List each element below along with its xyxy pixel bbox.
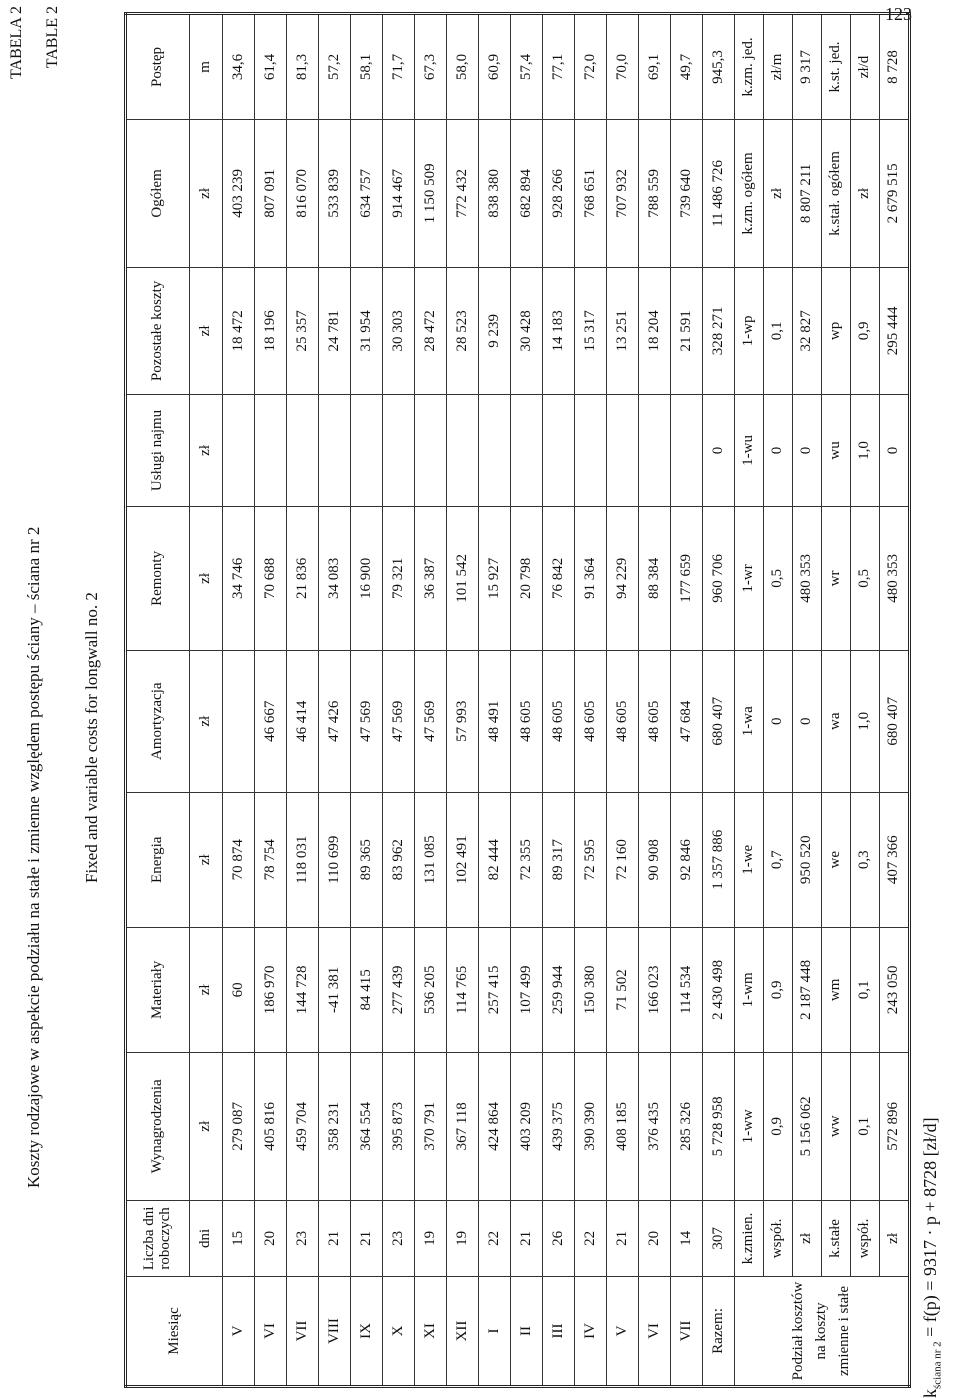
table-cell: 47 426 — [319, 650, 351, 792]
split-row-label: k.zmien. — [735, 1200, 764, 1276]
table-cell: VII — [671, 1277, 703, 1387]
table-cell: 807 091 — [255, 119, 287, 267]
split-cell: wp — [822, 267, 851, 394]
unit-cell: zł — [190, 506, 223, 650]
table-cell: 23 — [383, 1200, 415, 1276]
split-row — [793, 14, 822, 1387]
table-cell: 67,3 — [415, 14, 447, 120]
table-cell — [287, 394, 319, 506]
table-cell: 82 444 — [479, 792, 511, 927]
total-cell: 2 430 498 — [703, 927, 735, 1052]
split-cell: 9 317 — [793, 14, 822, 120]
total-cell: 0 — [703, 394, 735, 506]
header-cell: Ogółem — [126, 119, 190, 267]
split-cell: 1,0 — [851, 650, 880, 792]
split-cell: 0,7 — [764, 792, 793, 927]
table-cell: 48 605 — [543, 650, 575, 792]
split-body — [703, 14, 910, 1387]
table-cell: 101 542 — [447, 506, 479, 650]
total-cell: 945,3 — [703, 14, 735, 120]
split-cell: zł/d — [851, 14, 880, 120]
table-cell: 28 472 — [415, 267, 447, 394]
split-row-label: k.stałe — [822, 1200, 851, 1276]
table-cell — [383, 394, 415, 506]
split-cell: 680 407 — [880, 650, 910, 792]
table-cell: 370 791 — [415, 1052, 447, 1200]
table-cell: 682 894 — [511, 119, 543, 267]
table-cell: 91 364 — [575, 506, 607, 650]
table-label-en: TABLE 2 — [44, 6, 61, 69]
table-cell: 536 205 — [415, 927, 447, 1052]
table-cell: X — [383, 1277, 415, 1387]
split-cell: 0 — [764, 650, 793, 792]
split-cell: 243 050 — [880, 927, 910, 1052]
table-cell: 79 321 — [383, 506, 415, 650]
table-row — [319, 14, 351, 1387]
unit-cell: zł — [190, 792, 223, 927]
split-row — [822, 14, 851, 1387]
split-cell: 0 — [880, 394, 910, 506]
table-cell: XII — [447, 1277, 479, 1387]
split-cell: 0,5 — [764, 506, 793, 650]
table-cell: 14 183 — [543, 267, 575, 394]
split-cell: 1-wu — [735, 394, 764, 506]
split-group-label: Podział kosztów na koszty zmienne i stałe — [735, 1277, 910, 1387]
table-cell: 15 317 — [575, 267, 607, 394]
table-cell: 24 781 — [319, 267, 351, 394]
unit-row — [190, 14, 223, 1387]
table-title-pl: Koszty rodzajowe w aspekcie podziału na stałe i zmienne względem postępu ściany – ściana nr 2 — [24, 526, 43, 1188]
table-cell: 21 — [351, 1200, 383, 1276]
split-cell: 32 827 — [793, 267, 822, 394]
table-cell: 772 432 — [447, 119, 479, 267]
table-cell: 21 836 — [287, 506, 319, 650]
total-row — [703, 14, 735, 1387]
total-cell: 5 728 958 — [703, 1052, 735, 1200]
table-cell: VII — [287, 1277, 319, 1387]
total-cell: 960 706 — [703, 506, 735, 650]
split-cell: 0,1 — [851, 927, 880, 1052]
split-cell: wu — [822, 394, 851, 506]
table-cell: 9 239 — [479, 267, 511, 394]
table-cell: 114 765 — [447, 927, 479, 1052]
table-title-en: Fixed and variable costs for longwall no. 2 — [82, 592, 101, 883]
table-cell: 88 384 — [639, 506, 671, 650]
table-cell — [671, 394, 703, 506]
table-cell: 114 534 — [671, 927, 703, 1052]
table-cell: 19 — [415, 1200, 447, 1276]
unit-cell: zł — [190, 394, 223, 506]
table-cell: 77,1 — [543, 14, 575, 120]
table-cell: 150 380 — [575, 927, 607, 1052]
table-cell: 358 231 — [319, 1052, 351, 1200]
unit-cell: zł — [190, 1052, 223, 1200]
split-cell: ww — [822, 1052, 851, 1200]
split-cell: 2 187 448 — [793, 927, 822, 1052]
table-cell: 20 — [255, 1200, 287, 1276]
table-cell: 47 684 — [671, 650, 703, 792]
split-cell: 0,9 — [764, 1052, 793, 1200]
total-cell: 680 407 — [703, 650, 735, 792]
split-cell: 2 679 515 — [880, 119, 910, 267]
table-cell: 459 704 — [287, 1052, 319, 1200]
table-cell: 395 873 — [383, 1052, 415, 1200]
unit-cell: zł — [190, 119, 223, 267]
split-cell: we — [822, 792, 851, 927]
table-row — [511, 14, 543, 1387]
table-cell: 838 380 — [479, 119, 511, 267]
table-row — [671, 14, 703, 1387]
table-cell: 15 — [223, 1200, 255, 1276]
unit-cell: zł — [190, 650, 223, 792]
split-cell: 1-we — [735, 792, 764, 927]
table-cell: 49,7 — [671, 14, 703, 120]
table-cell: 61,4 — [255, 14, 287, 120]
table-cell: 76 842 — [543, 506, 575, 650]
table-cell — [255, 394, 287, 506]
table-cell: 34,6 — [223, 14, 255, 120]
table-cell: 69,1 — [639, 14, 671, 120]
table-row — [415, 14, 447, 1387]
split-cell: k.zm. jed. — [735, 14, 764, 120]
split-row-label: zł — [880, 1200, 910, 1276]
table-cell — [415, 394, 447, 506]
table-cell: 13 251 — [607, 267, 639, 394]
table-cell: 70 874 — [223, 792, 255, 927]
table-cell: 26 — [543, 1200, 575, 1276]
table-cell: 403 239 — [223, 119, 255, 267]
table-row — [575, 14, 607, 1387]
header-cell: Postęp — [126, 14, 190, 120]
table-cell: 739 640 — [671, 119, 703, 267]
table-body — [223, 14, 703, 1387]
table-cell: 48 605 — [639, 650, 671, 792]
table-cell: 364 554 — [351, 1052, 383, 1200]
header-cell: Amortyzacja — [126, 650, 190, 792]
split-cell: 0,9 — [764, 927, 793, 1052]
split-row — [880, 14, 910, 1387]
table-cell: 107 499 — [511, 927, 543, 1052]
table-row — [287, 14, 319, 1387]
table-cell: 14 — [671, 1200, 703, 1276]
table-cell: 405 816 — [255, 1052, 287, 1200]
split-cell: 0 — [793, 650, 822, 792]
table-cell: 36 387 — [415, 506, 447, 650]
table-cell — [319, 394, 351, 506]
table-cell: 424 864 — [479, 1052, 511, 1200]
table-cell: 186 970 — [255, 927, 287, 1052]
table-cell: 367 118 — [447, 1052, 479, 1200]
table-cell: 70,0 — [607, 14, 639, 120]
table-cell — [479, 394, 511, 506]
table-cell: 83 962 — [383, 792, 415, 927]
table-cell: 144 728 — [287, 927, 319, 1052]
table-cell: 439 375 — [543, 1052, 575, 1200]
table-cell: 19 — [447, 1200, 479, 1276]
table-row — [255, 14, 287, 1387]
header-cell: Remonty — [126, 506, 190, 650]
split-row — [735, 14, 764, 1387]
split-cell: 480 353 — [793, 506, 822, 650]
split-row — [851, 14, 880, 1387]
table-cell: 390 390 — [575, 1052, 607, 1200]
total-cell: Razem: — [703, 1277, 735, 1387]
split-cell: k.zm. ogółem — [735, 119, 764, 267]
split-cell: zł — [764, 119, 793, 267]
header-row — [126, 14, 190, 1387]
table-cell: 118 031 — [287, 792, 319, 927]
table-cell: 23 — [287, 1200, 319, 1276]
table-cell: 94 229 — [607, 506, 639, 650]
table-cell: 48 491 — [479, 650, 511, 792]
table-cell: 30 428 — [511, 267, 543, 394]
split-cell: k.stał. ogółem — [822, 119, 851, 267]
table-row — [447, 14, 479, 1387]
table-cell — [447, 394, 479, 506]
table-cell: 634 757 — [351, 119, 383, 267]
table-cell: 18 472 — [223, 267, 255, 394]
table-cell: II — [511, 1277, 543, 1387]
total-cell: 11 486 726 — [703, 119, 735, 267]
table-cell: 57,2 — [319, 14, 351, 120]
table-row — [223, 14, 255, 1387]
table-cell — [223, 650, 255, 792]
table-cell: 408 185 — [607, 1052, 639, 1200]
table-cell: -41 381 — [319, 927, 351, 1052]
table-cell: 131 085 — [415, 792, 447, 927]
table-cell: 257 415 — [479, 927, 511, 1052]
table-cell — [607, 394, 639, 506]
table-row — [607, 14, 639, 1387]
split-cell: zł — [851, 119, 880, 267]
table-cell: IV — [575, 1277, 607, 1387]
split-cell: zł/m — [764, 14, 793, 120]
table-cell: 48 605 — [607, 650, 639, 792]
table-cell: 403 209 — [511, 1052, 543, 1200]
header-cell: Usługi najmu — [126, 394, 190, 506]
split-cell: 0,3 — [851, 792, 880, 927]
table-cell — [511, 394, 543, 506]
split-cell: k.st. jed. — [822, 14, 851, 120]
table-cell: 58,0 — [447, 14, 479, 120]
table-cell: XI — [415, 1277, 447, 1387]
table-cell: 18 196 — [255, 267, 287, 394]
table-cell: 376 435 — [639, 1052, 671, 1200]
header-cell: Pozostałe koszty — [126, 267, 190, 394]
table-cell: 46 414 — [287, 650, 319, 792]
table-cell: 57,4 — [511, 14, 543, 120]
table-cell: 48 605 — [575, 650, 607, 792]
split-cell: 407 366 — [880, 792, 910, 927]
split-cell: 295 444 — [880, 267, 910, 394]
split-cell: 5 156 062 — [793, 1052, 822, 1200]
total-cell: 328 271 — [703, 267, 735, 394]
table-cell: 57 993 — [447, 650, 479, 792]
split-cell: 0,5 — [851, 506, 880, 650]
unit-cell: zł — [190, 927, 223, 1052]
split-cell: wr — [822, 506, 851, 650]
split-cell: 1-wp — [735, 267, 764, 394]
table-cell: 46 667 — [255, 650, 287, 792]
split-cell: 0 — [764, 394, 793, 506]
table-cell: 21 591 — [671, 267, 703, 394]
table-cell: 70 688 — [255, 506, 287, 650]
table-cell — [543, 394, 575, 506]
table-cell: 28 523 — [447, 267, 479, 394]
table-cell: 15 927 — [479, 506, 511, 650]
table-label-pl: TABELA 2 — [8, 6, 25, 79]
table-cell: VIII — [319, 1277, 351, 1387]
table-cell: 58,1 — [351, 14, 383, 120]
table-cell: 707 932 — [607, 119, 639, 267]
formula-subscript: ściana nr 2 — [931, 1341, 944, 1389]
split-cell: 0,9 — [851, 267, 880, 394]
table-cell: 21 — [511, 1200, 543, 1276]
split-row-label: współ. — [851, 1200, 880, 1276]
formula-expression: = f(p) = 9317 · p + 8728 [zł/d] — [920, 1117, 940, 1342]
table-cell: 71,7 — [383, 14, 415, 120]
header-cell: Miesiąc — [126, 1277, 223, 1387]
table-cell: 60,9 — [479, 14, 511, 120]
split-cell: 1-wm — [735, 927, 764, 1052]
table-cell: 71 502 — [607, 927, 639, 1052]
table-cell: VI — [255, 1277, 287, 1387]
header-cell: Energia — [126, 792, 190, 927]
table-cell: 277 439 — [383, 927, 415, 1052]
table-cell: 72,0 — [575, 14, 607, 120]
table-cell: 47 569 — [351, 650, 383, 792]
table-cell — [575, 394, 607, 506]
table-cell: 18 204 — [639, 267, 671, 394]
split-cell: wa — [822, 650, 851, 792]
table-cell: 110 699 — [319, 792, 351, 927]
table-cell: 20 798 — [511, 506, 543, 650]
table-cell: 89 365 — [351, 792, 383, 927]
unit-cell: dni — [190, 1200, 223, 1276]
table-cell: 89 317 — [543, 792, 575, 927]
table-cell: 72 160 — [607, 792, 639, 927]
table-cell: 78 754 — [255, 792, 287, 927]
cost-table — [124, 12, 911, 1388]
table-cell: 788 559 — [639, 119, 671, 267]
table-cell: 92 846 — [671, 792, 703, 927]
table-cell: VI — [639, 1277, 671, 1387]
table-cell — [223, 394, 255, 506]
table-cell: 21 — [319, 1200, 351, 1276]
split-row-label: współ. — [764, 1200, 793, 1276]
table-cell: 928 266 — [543, 119, 575, 267]
table-cell: 90 908 — [639, 792, 671, 927]
table-cell: 34 746 — [223, 506, 255, 650]
table-row — [479, 14, 511, 1387]
table-cell: 816 070 — [287, 119, 319, 267]
table-row — [383, 14, 415, 1387]
split-cell: 8 728 — [880, 14, 910, 120]
table-cell: 166 023 — [639, 927, 671, 1052]
split-cell: 1-wr — [735, 506, 764, 650]
table-cell: 914 467 — [383, 119, 415, 267]
table-cell: 47 569 — [383, 650, 415, 792]
split-cell: 1-wa — [735, 650, 764, 792]
table-cell: 60 — [223, 927, 255, 1052]
table-cell: 34 083 — [319, 506, 351, 650]
unit-cell: m — [190, 14, 223, 120]
header-cell: Liczba dni roboczych — [126, 1200, 190, 1276]
header-cell: Wynagrodzenia — [126, 1052, 190, 1200]
split-row — [764, 14, 793, 1387]
table-row — [543, 14, 575, 1387]
formula-prefix: k — [920, 1389, 940, 1398]
table-cell: 72 595 — [575, 792, 607, 927]
split-cell: 8 807 211 — [793, 119, 822, 267]
table-cell: V — [223, 1277, 255, 1387]
table-cell: 31 954 — [351, 267, 383, 394]
split-cell: 1-ww — [735, 1052, 764, 1200]
table-cell: I — [479, 1277, 511, 1387]
table-cell: 81,3 — [287, 14, 319, 120]
split-cell: wm — [822, 927, 851, 1052]
split-row-label: zł — [793, 1200, 822, 1276]
split-cell: 480 353 — [880, 506, 910, 650]
table-cell: 22 — [479, 1200, 511, 1276]
table-cell: 20 — [639, 1200, 671, 1276]
table-cell: 30 303 — [383, 267, 415, 394]
unit-cell: zł — [190, 267, 223, 394]
table-cell: 259 944 — [543, 927, 575, 1052]
table-cell: IX — [351, 1277, 383, 1387]
table-cell: 22 — [575, 1200, 607, 1276]
split-cell: 572 896 — [880, 1052, 910, 1200]
split-cell: 0,1 — [851, 1052, 880, 1200]
table-cell: 72 355 — [511, 792, 543, 927]
total-cell: 1 357 886 — [703, 792, 735, 927]
table-cell: 48 605 — [511, 650, 543, 792]
table-cell: V — [607, 1277, 639, 1387]
table-cell: 768 651 — [575, 119, 607, 267]
table-cell: 16 900 — [351, 506, 383, 650]
table-cell — [639, 394, 671, 506]
table-cell: 84 415 — [351, 927, 383, 1052]
table-row — [351, 14, 383, 1387]
total-cell: 307 — [703, 1200, 735, 1276]
table-row — [639, 14, 671, 1387]
split-cell: 1,0 — [851, 394, 880, 506]
split-cell: 0 — [793, 394, 822, 506]
table-cell — [351, 394, 383, 506]
table-cell: 102 491 — [447, 792, 479, 927]
cost-formula — [920, 1117, 944, 1398]
split-cell: 0,1 — [764, 267, 793, 394]
table-cell: 25 357 — [287, 267, 319, 394]
table-cell: 21 — [607, 1200, 639, 1276]
table-cell: 279 087 — [223, 1052, 255, 1200]
table-cell: 533 839 — [319, 119, 351, 267]
table-cell: 1 150 509 — [415, 119, 447, 267]
table-cell: 47 569 — [415, 650, 447, 792]
header-cell: Materiały — [126, 927, 190, 1052]
table-cell: 177 659 — [671, 506, 703, 650]
table-cell: III — [543, 1277, 575, 1387]
table-cell: 285 326 — [671, 1052, 703, 1200]
split-cell: 950 520 — [793, 792, 822, 927]
page-number: 123 — [885, 4, 912, 24]
